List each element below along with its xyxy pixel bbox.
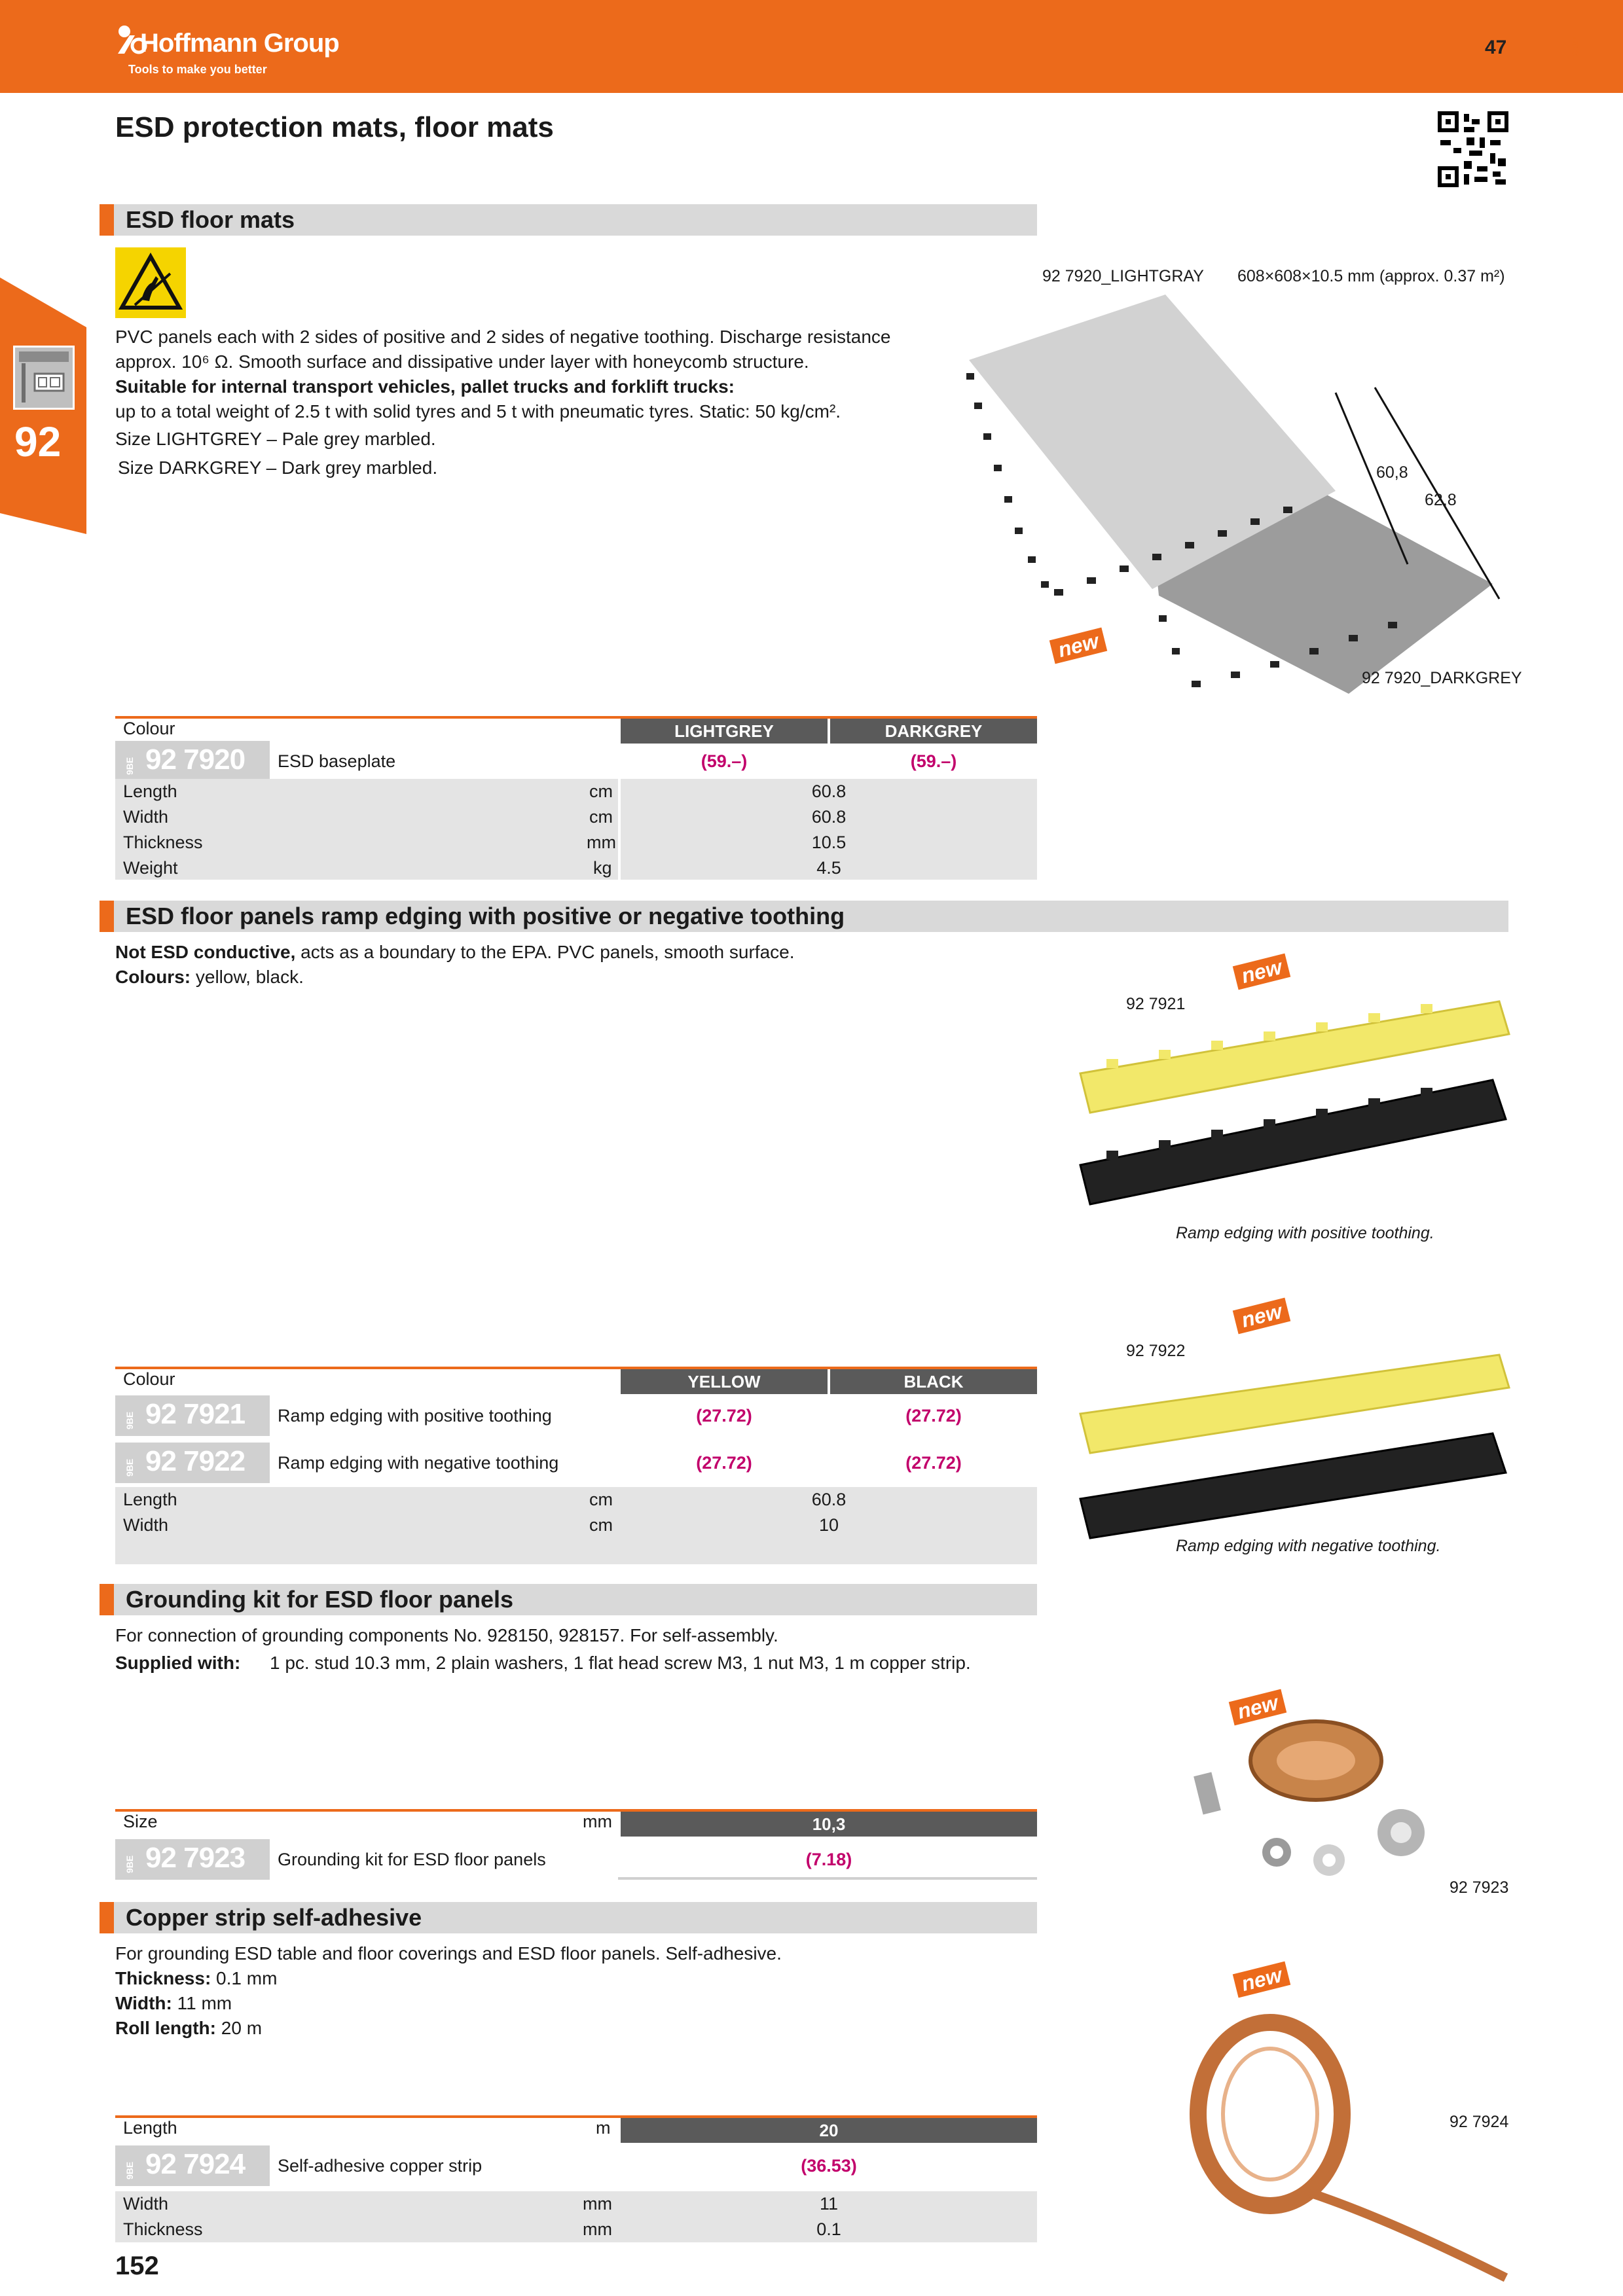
size-unit: mm	[583, 1812, 612, 1831]
price-black: (27.72)	[905, 1453, 962, 1473]
spec-value: 11	[819, 2194, 839, 2214]
length-label: Length	[123, 2118, 177, 2138]
page-number: 152	[115, 2251, 159, 2280]
price-yellow: (27.72)	[696, 1406, 752, 1426]
length-unit: m	[596, 2118, 611, 2138]
spec-unit: cm	[589, 807, 613, 827]
supplied-with-label: Supplied with:	[115, 1653, 241, 1673]
image-code-lightgray: 92 7920_LIGHTGRAY	[1042, 267, 1204, 285]
spec-value: 10.5	[811, 833, 847, 852]
size-darkgrey-desc: Size DARKGREY – Dark grey marbled.	[118, 457, 438, 478]
article-desc: Grounding kit for ESD floor panels	[278, 1850, 546, 1869]
colours-value: yellow, black.	[191, 967, 304, 987]
colour-label: Colour	[123, 1369, 175, 1389]
spec-unit: cm	[589, 1490, 613, 1509]
new-badge: new	[1233, 1962, 1291, 1998]
spec-unit: kg	[593, 858, 612, 878]
dimension-62-8: 62,8	[1425, 491, 1457, 509]
spec-value: 4.5	[816, 858, 841, 878]
spec-unit: mm	[587, 833, 616, 852]
qr-code-icon[interactable]	[1438, 111, 1508, 187]
article-desc: Ramp edging with negative toothing	[278, 1453, 559, 1473]
grounding-kit-image	[1178, 1689, 1453, 1885]
ramp-edging-desc-1	[115, 940, 795, 965]
colours-label: Colours:	[115, 967, 191, 987]
article-number-927922[interactable]: 92 7922	[145, 1445, 246, 1477]
section-title-ramp-edging: ESD floor panels ramp edging with positive or negative toothing	[100, 901, 1508, 932]
size-lightgrey-desc: Size LIGHTGREY – Pale grey marbled.	[115, 429, 436, 449]
image-dimensions: 608×608×10.5 mm (approx. 0.37 m²)	[1237, 267, 1505, 285]
esd-floor-mats-usage-heading: Suitable for internal transport vehicles, pallet trucks and forklift trucks:	[115, 376, 735, 397]
article-number-927924[interactable]: 92 7924	[145, 2148, 246, 2180]
chapter-number: 92	[14, 418, 62, 465]
spec-label: Weight	[123, 858, 178, 878]
caption-negative-toothing: Ramp edging with negative toothing.	[1176, 1537, 1441, 1555]
not-esd-label: Not ESD conductive,	[115, 942, 296, 962]
image-code-927922: 92 7922	[1126, 1342, 1186, 1360]
price: (36.53)	[801, 2156, 857, 2176]
catalog-page-ref: 47	[1485, 37, 1507, 58]
spec-label: Width	[123, 1515, 169, 1535]
brand-tagline: Tools to make you better	[128, 63, 267, 76]
spec-unit: mm	[583, 2219, 612, 2239]
new-badge: new	[1229, 1689, 1287, 1726]
supplied-with-value: 1 pc. stud 10.3 mm, 2 plain washers, 1 flat head screw M3, 1 nut M3, 1 m copper strip.	[270, 1653, 971, 1673]
divider	[618, 1877, 1037, 1880]
colour-label: Colour	[123, 719, 175, 738]
copper-strip-roll-length	[115, 2016, 262, 2041]
spec-label: Width	[123, 2194, 169, 2214]
brand-name: Hoffmann Group	[140, 29, 339, 58]
article-desc: ESD baseplate	[278, 751, 396, 771]
article-desc: Self-adhesive copper strip	[278, 2156, 483, 2176]
image-code-927923: 92 7923	[1450, 1878, 1509, 1897]
article-number-927921[interactable]: 92 7921	[145, 1398, 246, 1430]
spec-label: Length	[123, 781, 177, 801]
spec-value: 10	[818, 1515, 839, 1535]
article-prefix: 9BE	[124, 2161, 135, 2179]
article-desc: Ramp edging with positive toothing	[278, 1406, 552, 1426]
ramp-edging-colours	[115, 965, 304, 990]
price-black: (27.72)	[905, 1406, 962, 1426]
esd-floor-mats-desc-4: up to a total weight of 2.5 t with solid tyres and 5 t with pneumatic tyres. Static: 50 kg/cm².	[115, 401, 841, 422]
length-value: 20	[621, 2118, 1037, 2143]
article-number-927920[interactable]: 92 7920	[145, 744, 246, 776]
col-header-black: BLACK	[830, 1369, 1037, 1394]
col-header-lightgrey: LIGHTGREY	[621, 719, 828, 744]
grounding-kit-desc: For connection of grounding components No. 928150, 928157. For self-assembly.	[115, 1625, 778, 1645]
col-header-yellow: YELLOW	[621, 1369, 828, 1394]
copper-strip-desc: For grounding ESD table and floor coverings and ESD floor panels. Self-adhesive.	[115, 1943, 782, 1964]
article-prefix: 9BE	[124, 1458, 135, 1477]
price: (7.18)	[805, 1850, 852, 1869]
article-prefix: 9BE	[124, 1411, 135, 1429]
spec-label: Width	[123, 807, 169, 827]
image-code-darkgrey: 92 7920_DARKGREY	[1362, 669, 1522, 687]
workbench-chapter-icon	[13, 346, 75, 410]
thickness-label: Thickness:	[115, 1968, 211, 1988]
article-prefix: 9BE	[124, 757, 135, 775]
width-label: Width:	[115, 1993, 172, 2013]
image-code-927921: 92 7921	[1126, 995, 1186, 1013]
spec-label: Thickness	[123, 2219, 203, 2239]
width-value: 11 mm	[172, 1993, 232, 2013]
spec-unit: mm	[583, 2194, 612, 2214]
article-number-927923[interactable]: 92 7923	[145, 1842, 246, 1874]
size-label: Size	[123, 1812, 158, 1831]
article-prefix: 9BE	[124, 1855, 135, 1873]
spec-label: Length	[123, 1490, 177, 1509]
esd-floor-mats-desc-2: approx. 10⁶ Ω. Smooth surface and dissipative under layer with honeycomb structure.	[115, 351, 809, 372]
spec-value: 60.8	[811, 807, 847, 827]
copper-strip-width	[115, 1991, 232, 2016]
spec-unit: cm	[589, 1515, 613, 1535]
spec-value: 60.8	[811, 1490, 847, 1509]
new-badge: new	[1233, 954, 1291, 990]
copper-strip-thickness	[115, 1966, 277, 1991]
spec-value: 60.8	[811, 781, 847, 801]
ramp-edging-positive-image	[1074, 975, 1519, 1211]
col-header-darkgrey: DARKGREY	[830, 719, 1037, 744]
spec-value: 0.1	[816, 2219, 841, 2239]
ramp-edging-desc-text: acts as a boundary to the EPA. PVC panels, smooth surface.	[295, 942, 795, 962]
copper-strip-image	[1178, 1983, 1519, 2291]
new-badge: new	[1233, 1298, 1291, 1335]
page-title: ESD protection mats, floor mats	[115, 111, 554, 143]
esd-floor-mats-desc-1: PVC panels each with 2 sides of positive and 2 sides of negative toothing. Discharge resistance	[115, 327, 891, 347]
section-title-grounding-kit: Grounding kit for ESD floor panels	[100, 1584, 1037, 1615]
currency-tag: GBP	[1570, 37, 1580, 56]
thickness-value: 0.1 mm	[211, 1968, 278, 1988]
new-badge: new	[1049, 628, 1108, 664]
roll-length-value: 20 m	[215, 2018, 263, 2038]
esd-warning-icon	[115, 247, 186, 318]
size-value: 10,3	[621, 1812, 1037, 1837]
roll-length-label: Roll length:	[115, 2018, 216, 2038]
section-title-esd-floor-mats: ESD floor mats	[100, 204, 1037, 236]
spec-label: Thickness	[123, 833, 203, 852]
image-code-927924: 92 7924	[1450, 2113, 1509, 2131]
caption-positive-toothing: Ramp edging with positive toothing.	[1176, 1224, 1434, 1242]
ramp-edging-negative-image	[1074, 1322, 1519, 1545]
spec-unit: cm	[589, 781, 613, 801]
dimension-60-8: 60,8	[1376, 463, 1408, 482]
price-darkgrey: (59.–)	[910, 751, 957, 771]
section-title-copper-strip: Copper strip self-adhesive	[100, 1902, 1037, 1933]
price-yellow: (27.72)	[696, 1453, 752, 1473]
price-lightgrey: (59.–)	[701, 751, 748, 771]
